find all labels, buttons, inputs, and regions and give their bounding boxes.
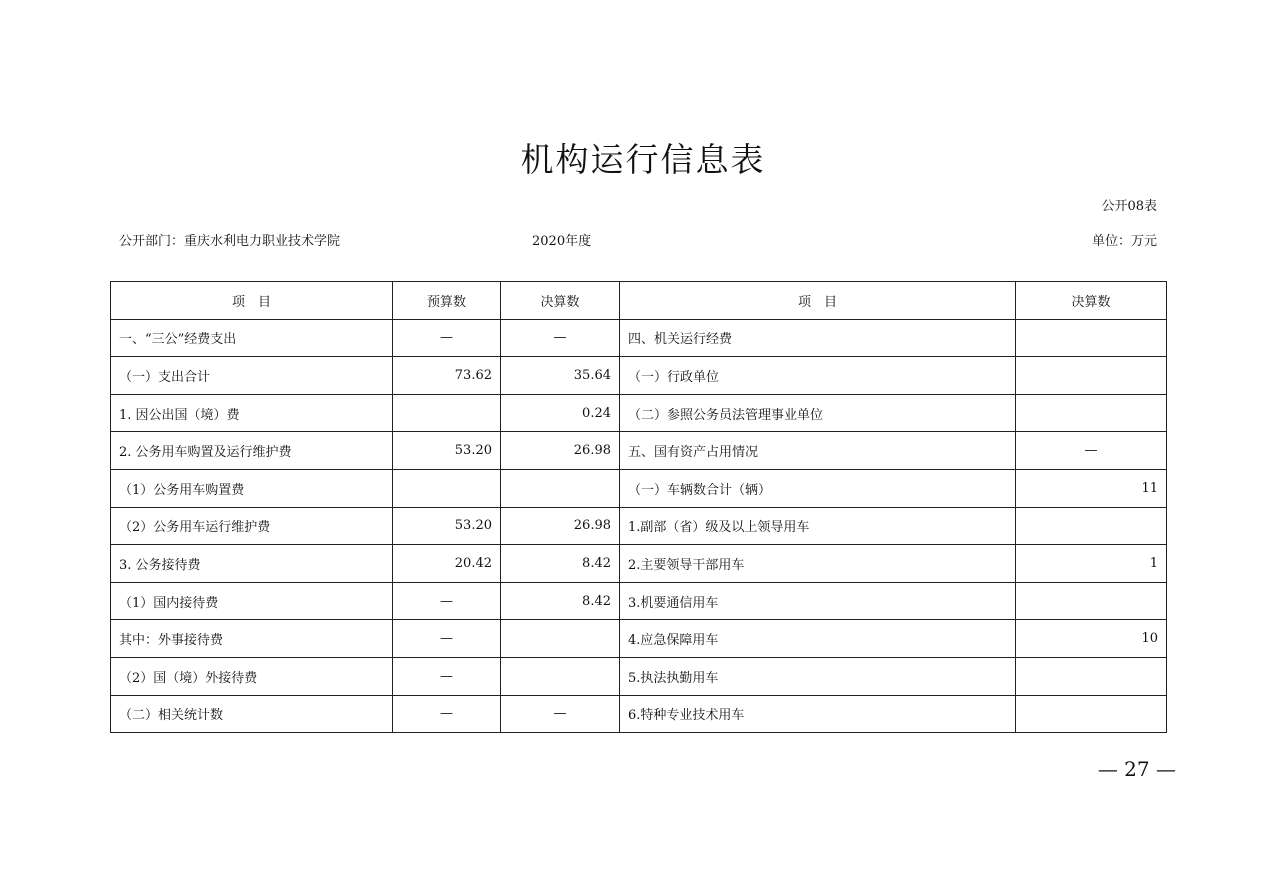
row-budget: —: [393, 695, 501, 733]
table-row: [111, 620, 1167, 658]
row-item: 2. 公务用车购置及运行维护费: [111, 432, 393, 470]
row-item: （2）国（境）外接待费: [111, 657, 393, 695]
fiscal-year: 2020年度: [532, 234, 592, 249]
page-number: — 27 —: [1097, 757, 1176, 781]
row-final: [501, 620, 620, 658]
row-budget: 20.42: [393, 545, 501, 583]
row-final-right: [1016, 582, 1167, 620]
row-budget: —: [393, 620, 501, 658]
department-label: 公开部门：重庆水利电力职业技术学院: [119, 234, 341, 249]
unit-label: 单位：万元: [1091, 234, 1157, 249]
row-final-right: 10: [1016, 620, 1167, 658]
row-final: 35.64: [501, 357, 620, 395]
table-row: [111, 357, 1167, 395]
row-budget: 53.20: [393, 507, 501, 545]
row-item-right: 3.机要通信用车: [620, 582, 1016, 620]
header-budget: 预算数: [393, 282, 501, 320]
row-final: 8.42: [501, 545, 620, 583]
row-item: （二）相关统计数: [111, 695, 393, 733]
row-budget: 73.62: [393, 357, 501, 395]
row-item: （1）公务用车购置费: [111, 469, 393, 507]
row-final: —: [501, 319, 620, 357]
row-budget: 53.20: [393, 432, 501, 470]
row-item-right: 1.副部（省）级及以上领导用车: [620, 507, 1016, 545]
row-item-right: 6.特种专业技术用车: [620, 695, 1016, 733]
row-budget: —: [393, 582, 501, 620]
row-item-right: 2.主要领导干部用车: [620, 545, 1016, 583]
form-number: 公开08表: [1101, 199, 1157, 214]
row-item: （2）公务用车运行维护费: [111, 507, 393, 545]
table-row: [111, 507, 1167, 545]
row-item-right: 四、机关运行经费: [620, 319, 1016, 357]
row-final: [501, 657, 620, 695]
row-final: 0.24: [501, 394, 620, 432]
header-final: 决算数: [501, 282, 620, 320]
table-row: [111, 319, 1167, 357]
row-final-right: —: [1016, 432, 1167, 470]
row-item: 1. 因公出国（境）费: [111, 394, 393, 432]
row-item: 3. 公务接待费: [111, 545, 393, 583]
row-final-right: [1016, 319, 1167, 357]
row-item-right: （一）车辆数合计（辆）: [620, 469, 1016, 507]
row-final: 8.42: [501, 582, 620, 620]
header-item-right: 项 目: [620, 282, 1016, 320]
row-item: （一）支出合计: [111, 357, 393, 395]
row-item: 一、“三公”经费支出: [111, 319, 393, 357]
row-budget: [393, 394, 501, 432]
row-item: 其中：外事接待费: [111, 620, 393, 658]
row-final-right: [1016, 657, 1167, 695]
row-final: [501, 469, 620, 507]
row-item-right: 4.应急保障用车: [620, 620, 1016, 658]
row-item-right: （二）参照公务员法管理事业单位: [620, 394, 1016, 432]
row-item: （1）国内接待费: [111, 582, 393, 620]
table-row: [111, 582, 1167, 620]
table-header-row: [111, 282, 1167, 320]
row-final-right: 11: [1016, 469, 1167, 507]
table-row: [111, 469, 1167, 507]
row-budget: —: [393, 657, 501, 695]
table-row: [111, 432, 1167, 470]
row-item-right: （一）行政单位: [620, 357, 1016, 395]
page-title: 机构运行信息表: [520, 140, 766, 179]
row-budget: —: [393, 319, 501, 357]
row-final-right: [1016, 695, 1167, 733]
row-final-right: [1016, 357, 1167, 395]
info-table: [110, 281, 1167, 733]
row-final-right: [1016, 394, 1167, 432]
header-item: 项 目: [111, 282, 393, 320]
row-final: 26.98: [501, 507, 620, 545]
table-row: [111, 545, 1167, 583]
table-row: [111, 657, 1167, 695]
table-row: [111, 695, 1167, 733]
row-final: —: [501, 695, 620, 733]
row-final-right: [1016, 507, 1167, 545]
row-item-right: 五、国有资产占用情况: [620, 432, 1016, 470]
table-row: [111, 394, 1167, 432]
row-final: 26.98: [501, 432, 620, 470]
row-budget: [393, 469, 501, 507]
row-item-right: 5.执法执勤用车: [620, 657, 1016, 695]
header-final-right: 决算数: [1016, 282, 1167, 320]
row-final-right: 1: [1016, 545, 1167, 583]
